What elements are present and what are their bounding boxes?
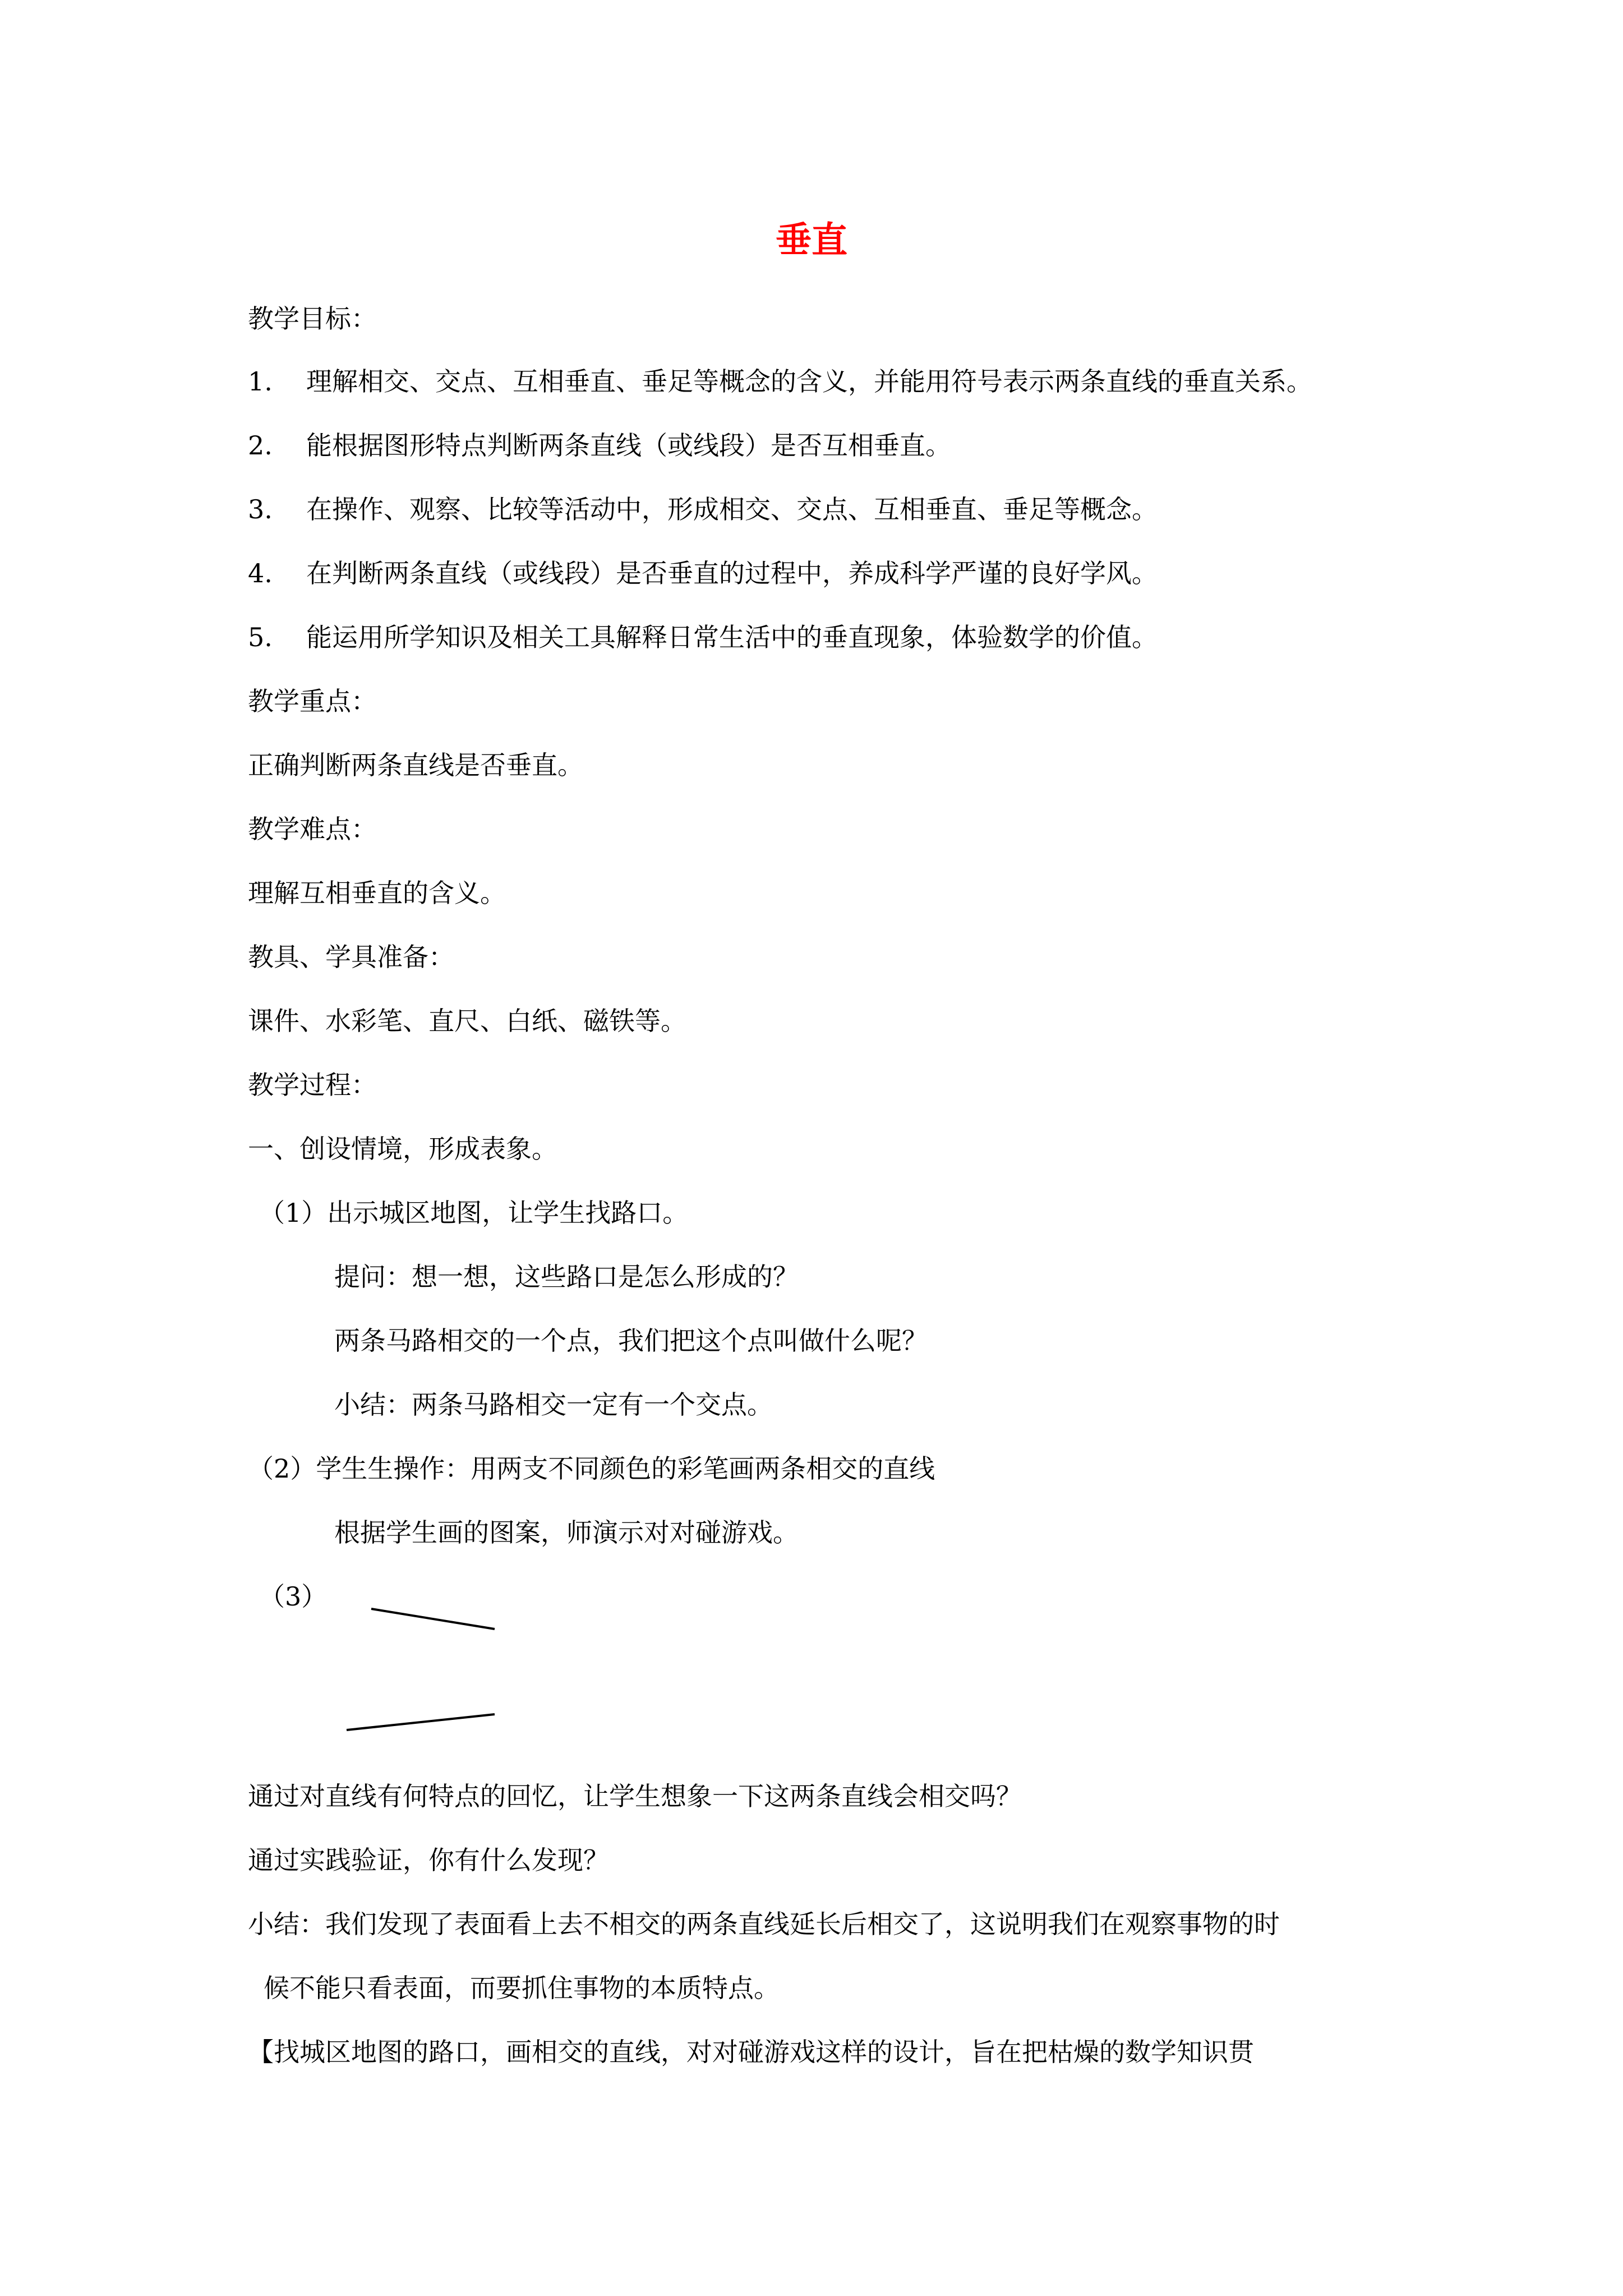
objective-item-1: [248, 364, 1312, 399]
objectives-heading: 教学目标：: [248, 303, 377, 334]
page-title: 垂直: [776, 219, 847, 261]
objective-item-5: [248, 619, 1158, 655]
objective-number: 3.: [248, 494, 273, 524]
objective-item-3: [248, 491, 1158, 527]
objective-item-2: [248, 427, 951, 463]
key-point-heading: 教学重点：: [248, 686, 377, 716]
upper-line-segment: [371, 1609, 495, 1629]
step-2-detail: 根据学生画的图案，师演示对对碰游戏。: [334, 1517, 799, 1548]
two-lines-diagram: [314, 1593, 538, 1750]
lower-line-segment: [347, 1714, 495, 1730]
objective-number: 5.: [248, 622, 273, 652]
process-heading: 教学过程：: [248, 1070, 377, 1100]
recall-text: 通过对直线有何特点的回忆，让学生想象一下这两条直线会相交吗？: [248, 1781, 1022, 1811]
objective-text: 在判断两条直线（或线段）是否垂直的过程中，养成科学严谨的良好学风。: [306, 558, 1158, 588]
objective-text: 理解相交、交点、互相垂直、垂足等概念的含义，并能用符号表示两条直线的垂直关系。: [306, 366, 1312, 397]
design-note-line: 【找城区地图的路口，画相交的直线，对对碰游戏这样的设计，旨在把枯燥的数学知识贯: [248, 2037, 1254, 2067]
step-3-label: （3）: [259, 1581, 328, 1612]
key-point-text: 正确判断两条直线是否垂直。: [248, 750, 583, 780]
difficulty-heading: 教学难点：: [248, 814, 377, 844]
step-1-question-2: 两条马路相交的一个点，我们把这个点叫做什么呢？: [334, 1326, 928, 1356]
objective-item-4: [248, 555, 1158, 591]
objective-number: 2.: [248, 430, 273, 461]
objective-number: 1.: [248, 366, 273, 397]
materials-heading: 教具、学具准备：: [248, 942, 454, 972]
objective-text: 在操作、观察、比较等活动中，形成相交、交点、互相垂直、垂足等概念。: [306, 494, 1158, 524]
verify-text: 通过实践验证，你有什么发现？: [248, 1845, 609, 1875]
section-1-heading: 一、创设情境，形成表象。: [248, 1134, 557, 1164]
difficulty-text: 理解互相垂直的含义。: [248, 878, 506, 908]
objective-number: 4.: [248, 558, 273, 588]
step-1: （1）出示城区地图，让学生找路口。: [259, 1198, 689, 1228]
objective-text: 能根据图形特点判断两条直线（或线段）是否互相垂直。: [306, 430, 951, 461]
step-2: （2）学生生操作：用两支不同颜色的彩笔画两条相交的直线: [248, 1453, 935, 1484]
step-1-question-1: 提问：想一想，这些路口是怎么形成的？: [334, 1262, 799, 1292]
summary-line-1: 小结：我们发现了表面看上去不相交的两条直线延长后相交了，这说明我们在观察事物的时: [248, 1909, 1280, 1939]
materials-text: 课件、水彩笔、直尺、白纸、磁铁等。: [248, 1006, 686, 1036]
objective-text: 能运用所学知识及相关工具解释日常生活中的垂直现象，体验数学的价值。: [306, 622, 1158, 652]
step-1-summary: 小结：两条马路相交一定有一个交点。: [334, 1389, 773, 1420]
summary-line-2: 候不能只看表面，而要抓住事物的本质特点。: [264, 1973, 780, 2003]
